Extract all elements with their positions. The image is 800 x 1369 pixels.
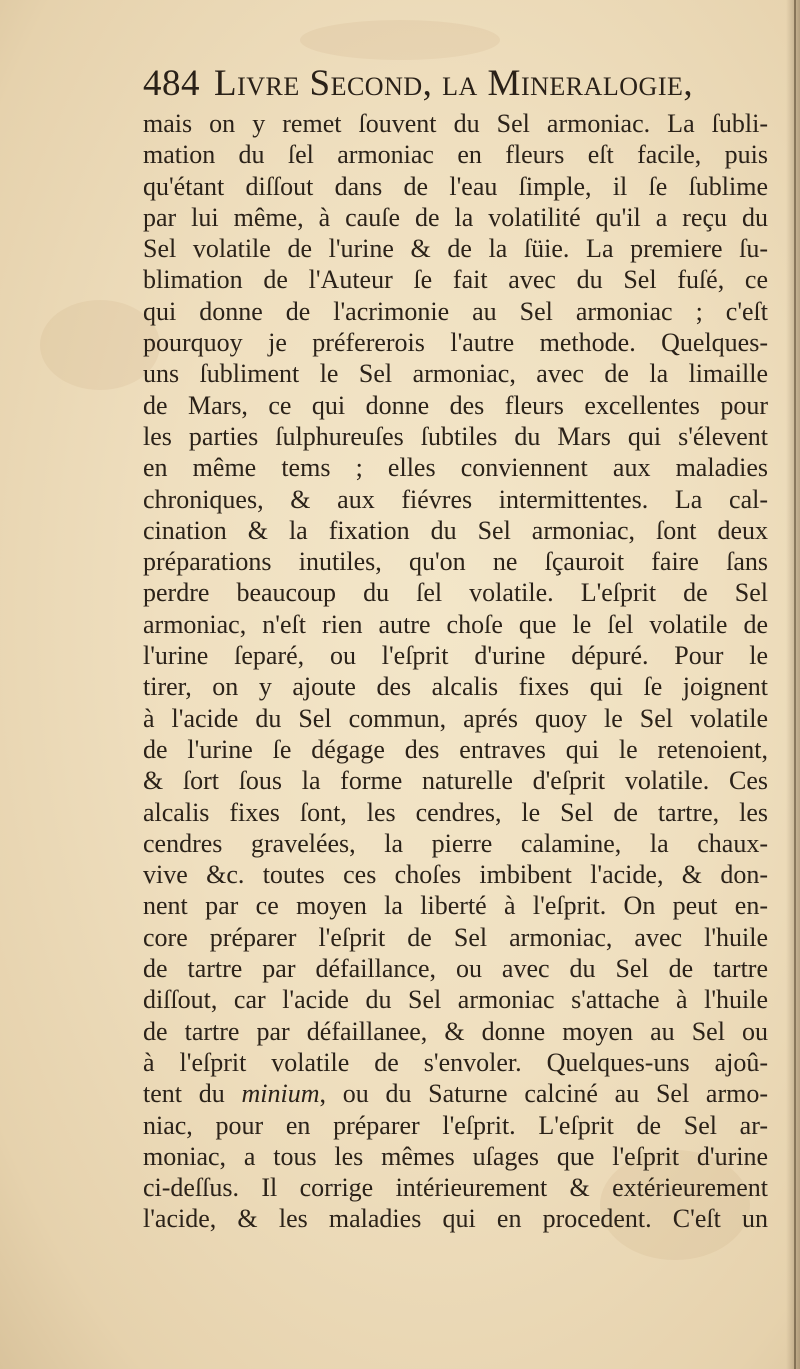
text-line: qui donne de l'acrimonie au Sel armoniac ; c'eſt	[143, 296, 768, 326]
text-line: moniac, a tous les mêmes uſages que l'eſprit d'urine	[143, 1141, 768, 1171]
running-header	[143, 60, 763, 108]
text-line: de tartre par défaillanee, & donne moyen au Sel ou	[143, 1016, 768, 1046]
page-number: 484	[143, 63, 200, 104]
text-line: cendres gravelées, la pierre calamine, la chaux-	[143, 828, 768, 858]
text-line: l'urine ſeparé, ou l'eſprit d'urine dépuré. Pour le	[143, 641, 768, 671]
running-title: Livre Second, la Mineralogie,	[214, 63, 694, 104]
text-line: alcalis fixes ſont, les cendres, le Sel de tartre, les	[143, 797, 768, 827]
text-line: armoniac, n'eſt rien autre choſe que le ſel volatile de	[143, 609, 768, 639]
text-line: mation du ſel armoniac en fleurs eſt facile, puis	[143, 140, 768, 170]
text-line: chroniques, & aux fiévres intermittentes. La cal-	[143, 484, 768, 514]
text-line: perdre beaucoup du ſel volatile. L'eſprit de Sel	[143, 578, 768, 608]
text-line: mais on y remet ſouvent du Sel armoniac. La ſubli-	[143, 109, 768, 138]
text-line: tirer, on y ajoute des alcalis fixes qui ſe joignent	[143, 672, 768, 702]
page-edge-line	[794, 0, 796, 1369]
text-line: uns ſubliment le Sel armoniac, avec de la limaille	[143, 359, 768, 389]
text-line: ci-deſſus. Il corrige intérieurement & extérieurement	[143, 1173, 768, 1203]
body-text	[143, 108, 768, 1235]
text-line: core préparer l'eſprit de Sel armoniac, avec l'huile	[143, 922, 768, 952]
text-line: par lui même, à cauſe de la volatilité qu'il a reçu du	[143, 202, 768, 232]
text-line: blimation de l'Auteur ſe fait avec du Sel fuſé, ce	[143, 265, 768, 295]
text-line: les parties ſulphureuſes ſubtiles du Mars qui s'élevent	[143, 421, 768, 451]
text-line: l'acide, & les maladies qui en procedent. C'eſt un	[143, 1204, 768, 1234]
text-line: à l'eſprit volatile de s'envoler. Quelques-uns ajoû-	[143, 1047, 768, 1077]
text-line: en même tems ; elles conviennent aux maladies	[143, 453, 768, 483]
text-line: de l'urine ſe dégage des entraves qui le retenoient,	[143, 734, 768, 764]
text-line: qu'étant diſſout dans de l'eau ſimple, il ſe ſublime	[143, 171, 768, 201]
paper-stain	[300, 20, 500, 60]
text-line: nent par ce moyen la liberté à l'eſprit. On peut en-	[143, 891, 768, 921]
text-line: pourquoy je préfererois l'autre methode. Quelques-	[143, 328, 768, 358]
text-line: de Mars, ce qui donne des fleurs excellentes pour	[143, 390, 768, 420]
paper-stain	[40, 300, 160, 390]
text-line: & ſort ſous la forme naturelle d'eſprit volatile. Ces	[143, 766, 768, 796]
text-line: à l'acide du Sel commun, aprés quoy le Sel volatile	[143, 703, 768, 733]
italic-term: minium	[241, 1079, 320, 1109]
text-line: cination & la fixation du Sel armoniac, ſont deux	[143, 515, 768, 545]
text-line: tent du minium, ou du Saturne calciné au Sel armo-	[143, 1079, 768, 1109]
text-line: Sel volatile de l'urine & de la ſüie. La premiere ſu-	[143, 234, 768, 264]
text-line: vive &c. toutes ces choſes imbibent l'acide, & don-	[143, 860, 768, 890]
page-edge-shadow	[786, 0, 800, 1369]
text-line: niac, pour en préparer l'eſprit. L'eſprit de Sel ar-	[143, 1110, 768, 1140]
text-line: de tartre par défaillance, ou avec du Sel de tartre	[143, 954, 768, 984]
text-line: préparations inutiles, qu'on ne ſçauroit faire ſans	[143, 547, 768, 577]
text-line: diſſout, car l'acide du Sel armoniac s'attache à l'huile	[143, 985, 768, 1015]
